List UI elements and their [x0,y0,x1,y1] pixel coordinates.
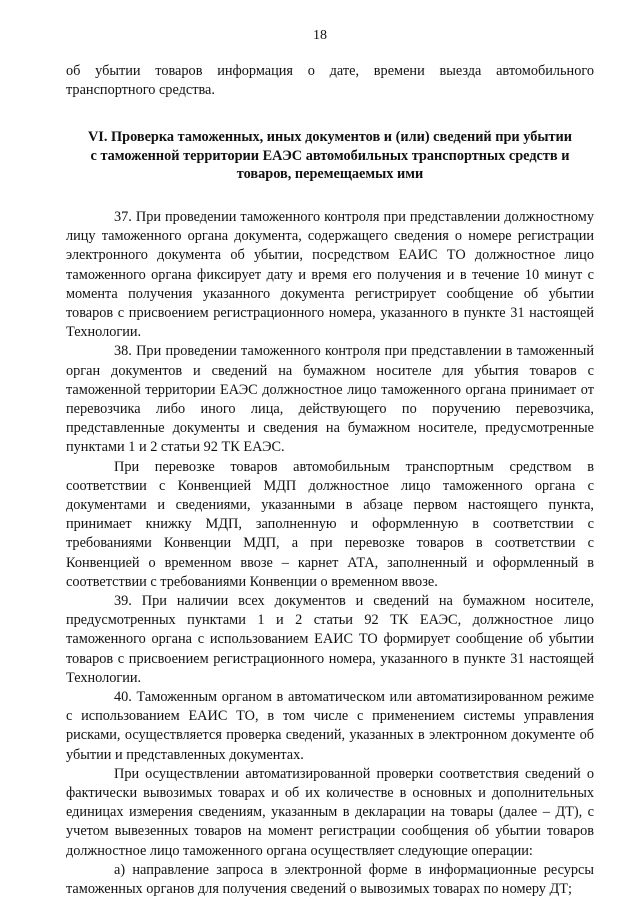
paragraph-37: 37. При проведении таможенного контроля при представлении должностному лицу таможенного органа документа, содержащего сведения о номере регистрации электронного документа об убытии, посредством ЕАИС ТО должностное лицо таможенного органа фиксирует дату и время его получения и в течение 10 минут с момента получения указанного документа регистрирует сообщение об убытии товаров с присвоением регистрационного номера, указанного в пункте 31 настоящей Технологии. [66,208,594,341]
paragraph-38-second-part: При перевозке товаров автомобильным транспортным средством в соответствии с Конвенцией МДП должностное лицо таможенного органа с документами и сведениями, указанными в абзаце первом настоящего пункта, принимает книжку МДП, заполненную и оформленную в соответствии с требованиями Конвенции МДП, а при перевозке товаров в соответствии с Конвенцией о временном ввозе – карнет АТА, заполненный и оформленный в соответствии с требованиями Конвенции о временном ввозе. [66,458,594,590]
paragraph-39: 39. При наличии всех документов и сведений на бумажном носителе, предусмотренных пунктами 1 и 2 статьи 92 ТК ЕАЭС, должностное лицо таможенного органа с использованием ЕАИС ТО формирует сообщение об убытии товаров с присвоением регистрационного номера, указанного в пункте 31 настоящей Технологии. [66,592,594,686]
page-number: 18 [313,28,327,43]
paragraph-40: 40. Таможенным органом в автоматическом или автоматизированном режиме с использованием ЕАИС ТО, в том числе с применением системы управления рисками, осуществляется проверка сведений, указанных в электронном документе об убытии и представленных документах. [66,688,594,763]
continuation-paragraph: об убытии товаров информация о дате, времени выезда автомобильного транспортного средства. [66,63,594,99]
document-body [66,62,594,899]
paragraph-40-second-part: При осуществлении автоматизированной проверки соответствия сведений о фактически вывозимых товарах и об их количестве в основных и дополнительных единицах измерения сведениям, указанным в декларации на товары (далее – ДТ), с учетом вывезенных товаров на момент регистрации сообщения об убытии товаров должностное лицо таможенного органа осуществляет следующие операции: [66,765,594,859]
subitem-a: а) направление запроса в электронной форме в информационные ресурсы таможенных органов для получения сведений о вывозимых товарах по номеру ДТ; [66,861,594,898]
section-heading: VI. Проверка таможенных, иных документов и (или) сведений при убытии с таможенной территории ЕАЭС автомобильных транспортных средств и товаров, перемещаемых ими [87,129,573,183]
paragraph-38: 38. При проведении таможенного контроля при представлении в таможенный орган документов и сведений на бумажном носителе для убытия товаров с таможенной территории ЕАЭС должностное лицо таможенного органа принимает от перевозчика либо иного лица, действующего по поручению перевозчика, представленные документы и сведения на бумажном носителе, предусмотренные пунктами 1 и 2 статьи 92 ТК ЕАЭС. [66,343,594,456]
